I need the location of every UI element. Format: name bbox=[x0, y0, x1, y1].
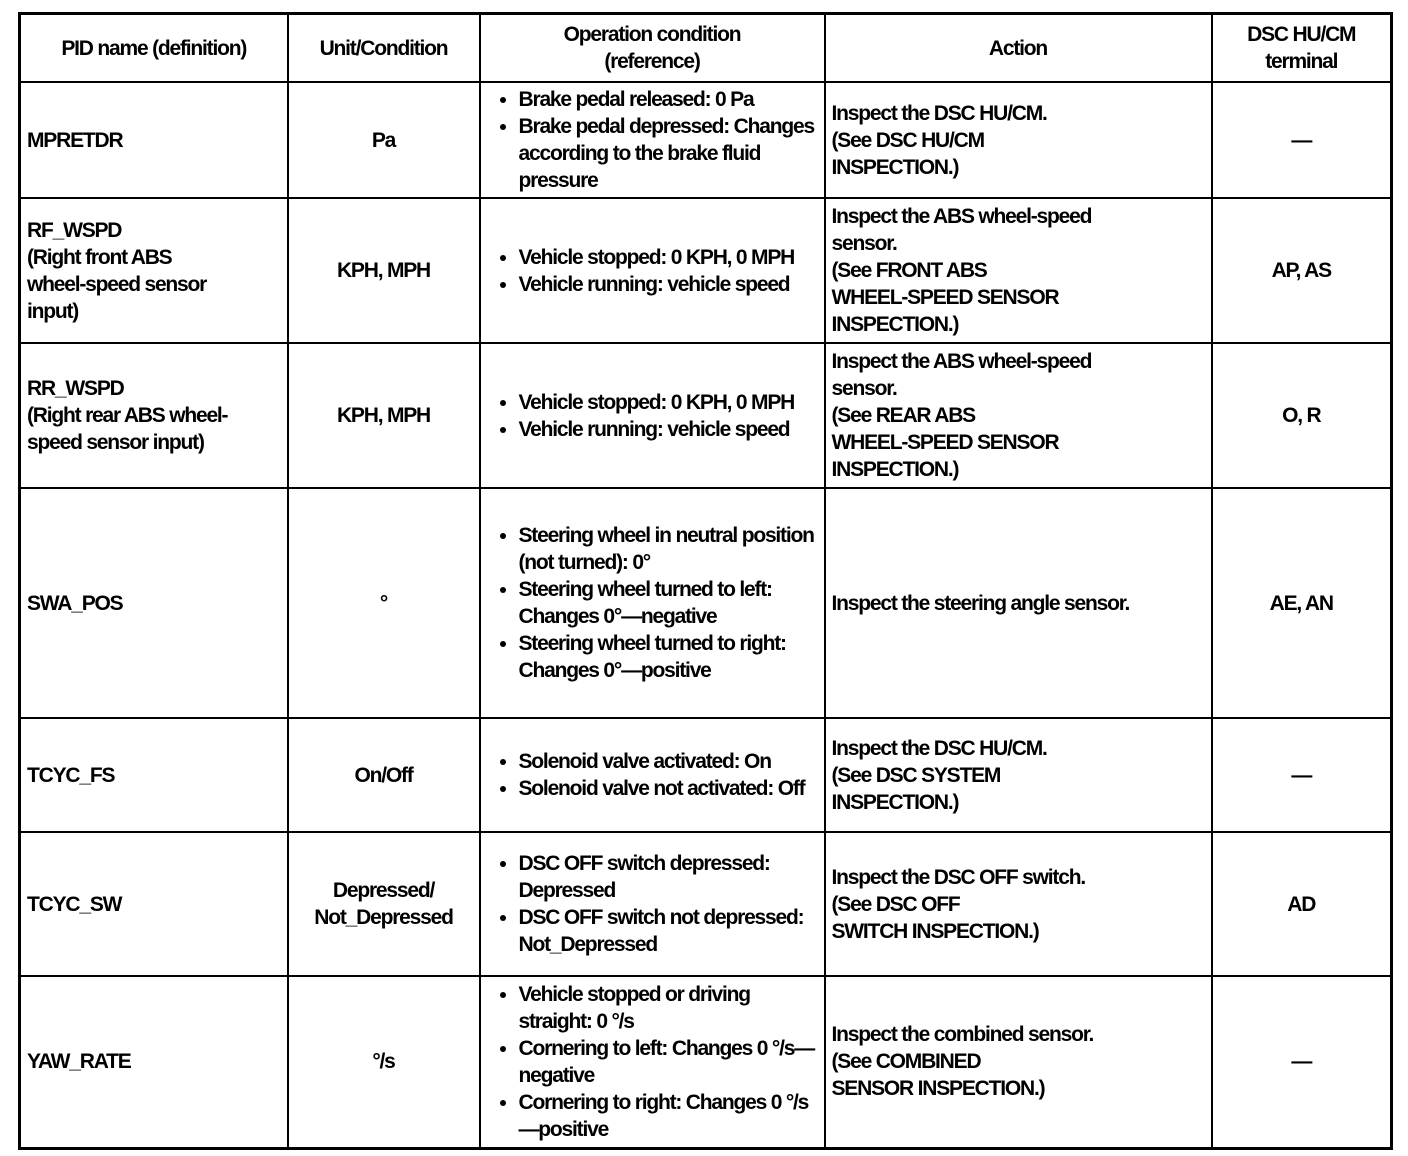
table-row bbox=[20, 198, 1392, 343]
condition-item: • Cornering to left: Changes 0 °/s—negative bbox=[519, 1035, 818, 1089]
condition-list bbox=[487, 86, 818, 194]
unit-cell: KPH, MPH bbox=[288, 198, 480, 343]
condition-item: • Vehicle stopped: 0 KPH, 0 MPH bbox=[519, 244, 818, 271]
unit-cell: KPH, MPH bbox=[288, 343, 480, 488]
condition-cell bbox=[480, 343, 825, 488]
table-body bbox=[20, 82, 1392, 1148]
unit-cell: ° bbox=[288, 488, 480, 718]
pid-cell: RR_WSPD (Right rear ABS wheel- speed sensor input) bbox=[20, 343, 288, 488]
condition-item: • Steering wheel turned to right: Changes 0°—positive bbox=[519, 630, 818, 684]
unit-cell: On/Off bbox=[288, 718, 480, 832]
pid-cell: MPRETDR bbox=[20, 82, 288, 198]
condition-item: • Vehicle running: vehicle speed bbox=[519, 271, 818, 298]
header-pid-name: PID name (definition) bbox=[20, 14, 288, 83]
table-row bbox=[20, 82, 1392, 198]
condition-list bbox=[487, 850, 818, 958]
action-cell: Inspect the DSC HU/CM. (See DSC HU/CM INSPECTION.) bbox=[825, 82, 1212, 198]
condition-item: • Steering wheel turned to left: Changes 0°—negative bbox=[519, 576, 818, 630]
pid-table bbox=[18, 12, 1393, 1150]
condition-item: • Vehicle stopped: 0 KPH, 0 MPH bbox=[519, 389, 818, 416]
header-operation-condition: Operation condition (reference) bbox=[480, 14, 825, 83]
terminal-cell: AP, AS bbox=[1212, 198, 1392, 343]
table-row bbox=[20, 976, 1392, 1148]
condition-list bbox=[487, 244, 818, 298]
unit-cell: Depressed/ Not_Depressed bbox=[288, 832, 480, 976]
condition-cell bbox=[480, 832, 825, 976]
terminal-cell: — bbox=[1212, 976, 1392, 1148]
action-cell: Inspect the DSC OFF switch. (See DSC OFF SWITCH INSPECTION.) bbox=[825, 832, 1212, 976]
condition-item: • Cornering to right: Changes 0 °/s—positive bbox=[519, 1089, 818, 1143]
header-unit-condition: Unit/Condition bbox=[288, 14, 480, 83]
condition-cell bbox=[480, 976, 825, 1148]
condition-item: • Brake pedal released: 0 Pa bbox=[519, 86, 818, 113]
unit-cell: °/s bbox=[288, 976, 480, 1148]
pid-cell: YAW_RATE bbox=[20, 976, 288, 1148]
condition-item: • DSC OFF switch depressed: Depressed bbox=[519, 850, 818, 904]
condition-list bbox=[487, 748, 818, 802]
action-cell: Inspect the ABS wheel-speed sensor. (See REAR ABS WHEEL-SPEED SENSOR INSPECTION.) bbox=[825, 343, 1212, 488]
condition-cell bbox=[480, 82, 825, 198]
terminal-cell: AE, AN bbox=[1212, 488, 1392, 718]
action-cell: Inspect the steering angle sensor. bbox=[825, 488, 1212, 718]
condition-item: • Steering wheel in neutral position (not turned): 0° bbox=[519, 522, 818, 576]
condition-cell bbox=[480, 488, 825, 718]
condition-item: • Solenoid valve not activated: Off bbox=[519, 775, 818, 802]
terminal-cell: O, R bbox=[1212, 343, 1392, 488]
condition-item: • Vehicle stopped or driving straight: 0 °/s bbox=[519, 981, 818, 1035]
condition-list bbox=[487, 389, 818, 443]
condition-item: • Solenoid valve activated: On bbox=[519, 748, 818, 775]
condition-list bbox=[487, 981, 818, 1143]
terminal-cell: — bbox=[1212, 82, 1392, 198]
header-action: Action bbox=[825, 14, 1212, 83]
table-row bbox=[20, 718, 1392, 832]
condition-cell bbox=[480, 718, 825, 832]
terminal-cell: — bbox=[1212, 718, 1392, 832]
action-cell: Inspect the ABS wheel-speed sensor. (See FRONT ABS WHEEL-SPEED SENSOR INSPECTION.) bbox=[825, 198, 1212, 343]
condition-item: • DSC OFF switch not depressed: Not_Depressed bbox=[519, 904, 818, 958]
condition-item: • Brake pedal depressed: Changes according to the brake fluid pressure bbox=[519, 113, 818, 194]
condition-item: • Vehicle running: vehicle speed bbox=[519, 416, 818, 443]
header-row bbox=[20, 14, 1392, 83]
condition-list bbox=[487, 522, 818, 684]
header-terminal: DSC HU/CM terminal bbox=[1212, 14, 1392, 83]
table-row bbox=[20, 343, 1392, 488]
pid-cell: RF_WSPD (Right front ABS wheel-speed sensor input) bbox=[20, 198, 288, 343]
pid-cell: SWA_POS bbox=[20, 488, 288, 718]
action-cell: Inspect the combined sensor. (See COMBINED SENSOR INSPECTION.) bbox=[825, 976, 1212, 1148]
pid-cell: TCYC_FS bbox=[20, 718, 288, 832]
action-cell: Inspect the DSC HU/CM. (See DSC SYSTEM INSPECTION.) bbox=[825, 718, 1212, 832]
condition-cell bbox=[480, 198, 825, 343]
pid-cell: TCYC_SW bbox=[20, 832, 288, 976]
table-row bbox=[20, 832, 1392, 976]
table-header bbox=[20, 14, 1392, 83]
unit-cell: Pa bbox=[288, 82, 480, 198]
terminal-cell: AD bbox=[1212, 832, 1392, 976]
table-row bbox=[20, 488, 1392, 718]
